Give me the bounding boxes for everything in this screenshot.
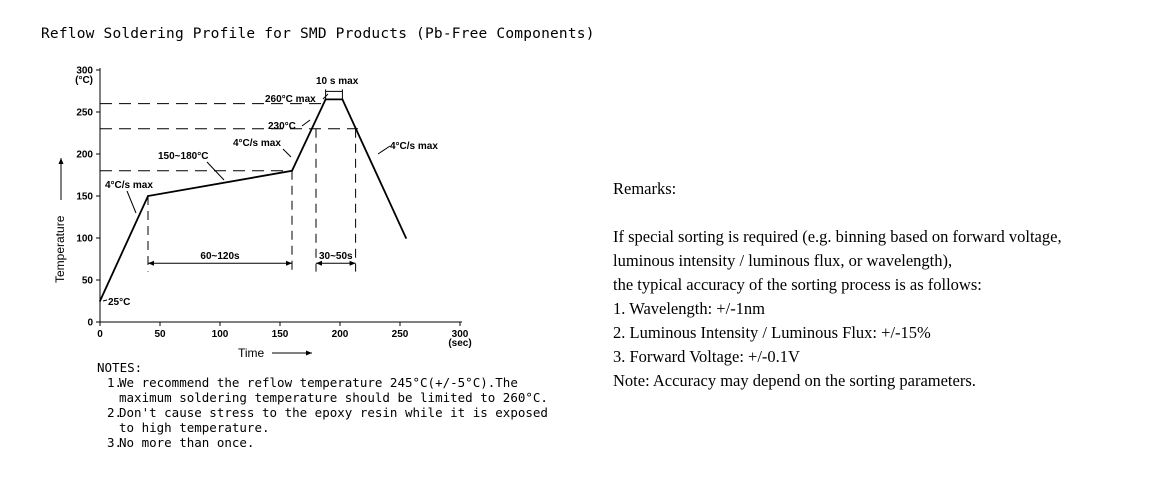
profile-point — [99, 300, 101, 302]
chart-title: Reflow Soldering Profile for SMD Products (Pb-Free Components) — [41, 26, 595, 42]
preheat-temp-label: 150~180°C — [158, 151, 209, 162]
x-tick-label: 150 — [271, 329, 289, 340]
y-tick-label: 50 — [81, 275, 93, 287]
y-tick-label: 300 — [76, 65, 93, 77]
ref-230-leader — [302, 120, 310, 126]
remarks-line: 3. Forward Voltage: +/-0.1V — [613, 347, 800, 366]
note-number: 1. — [107, 375, 123, 390]
x-tick-label: 100 — [211, 329, 229, 340]
ramp-down-leader — [378, 146, 390, 154]
preheat-time-label: 60~120s — [200, 251, 240, 263]
ramp-up-1-leader — [127, 191, 136, 213]
remarks-line: If special sorting is required (e.g. binning based on forward voltage, — [613, 227, 1062, 246]
ramp-up-1-label: 4°C/s max — [105, 180, 153, 191]
y-unit-label: (°C) — [75, 75, 93, 86]
remarks-line: luminous intensity / luminous flux, or wavelength), — [613, 251, 953, 270]
above-230-time-label: 30~50s — [318, 251, 353, 263]
note-number: 2. — [107, 405, 123, 420]
start-temp-label: 25°C — [108, 297, 131, 308]
note-text-continued: maximum soldering temperature should be limited to 260°C. — [119, 390, 548, 405]
remarks-line: the typical accuracy of the sorting process is as follows: — [613, 275, 982, 294]
profile-point — [405, 237, 407, 239]
x-tick-label: 250 — [391, 329, 409, 340]
ramp-up-2-label: 4°C/s max — [233, 138, 281, 149]
ref-230-label: 230°C — [268, 121, 296, 132]
note-text: No more than once. — [119, 435, 255, 450]
remarks-block — [613, 177, 1153, 393]
note-text: Don't cause stress to the epoxy resin while it is exposed — [119, 405, 548, 420]
reflow-profile-chart — [0, 0, 600, 360]
remarks-spacer — [613, 201, 1153, 225]
y-axis-title: Temperature — [53, 215, 67, 283]
note-text-continued: to high temperature. — [119, 420, 270, 435]
x-tick-label: 50 — [154, 329, 166, 340]
remarks-heading: Remarks: — [613, 179, 677, 198]
x-unit-label: (sec) — [448, 338, 472, 349]
x-axis-title: Time — [238, 346, 265, 360]
note-text: We recommend the reflow temperature 245°C(+/-5°C).The — [119, 375, 518, 390]
x-tick-label: 200 — [331, 329, 349, 340]
preheat-time-dimension-arrow-right — [286, 261, 292, 266]
note-item-3 — [97, 435, 548, 450]
peak-temp-label: 260°C max — [265, 94, 316, 105]
ramp-up-2-leader — [283, 149, 291, 157]
y-tick-label: 200 — [76, 149, 93, 161]
remarks-line: 2. Luminous Intensity / Luminous Flux: +/-15% — [613, 323, 931, 342]
y-tick-label: 250 — [76, 107, 93, 119]
profile-point — [291, 170, 293, 172]
ramp-down-label: 4°C/s max — [390, 141, 438, 152]
preheat-time-dimension-arrow-left — [148, 261, 154, 266]
remarks-line: Note: Accuracy may depend on the sorting parameters. — [613, 371, 976, 390]
x-axis-arrowhead — [306, 351, 312, 356]
y-tick-label: 150 — [76, 191, 93, 203]
remarks-line: 1. Wavelength: +/-1nm — [613, 299, 766, 318]
start-temp-leader — [103, 300, 107, 301]
y-axis-arrowhead — [59, 158, 64, 164]
profile-point — [147, 195, 149, 197]
note-item-2 — [97, 405, 548, 420]
x-tick-label: 300 — [451, 329, 469, 340]
notes-heading: NOTES: — [97, 360, 143, 375]
peak-time-label: 10 s max — [316, 76, 359, 87]
y-tick-label: 100 — [76, 233, 93, 245]
note-item-1 — [97, 375, 548, 390]
y-tick-label: 0 — [87, 317, 93, 329]
note-number: 3. — [107, 435, 123, 450]
profile-line — [100, 99, 406, 301]
notes-block — [97, 360, 548, 450]
x-tick-label: 0 — [97, 329, 103, 340]
